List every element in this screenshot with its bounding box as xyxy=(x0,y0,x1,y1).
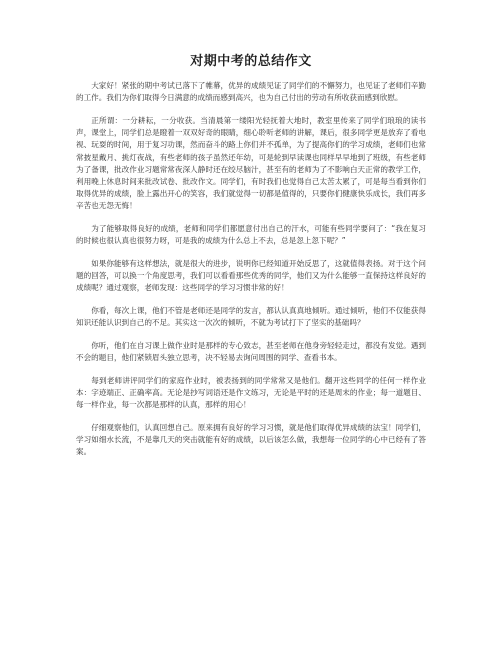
paragraph-question: 为了能够取得良好的成绩，老师和同学们都愿意付出自己的汗水，可能有些同学要问了：“我在复习的时候也很认真也很努力呀，可是我的成绩为什么总上不去，总是忽上忽下呢？” xyxy=(76,224,426,246)
paragraph-listening: 你看，每次上课，他们不管是老师还是同学的发言，都认认真真地倾听。通过倾听，他们不仅能获得知识还能认识到自己的不足。其实这一次次的倾听，不就为考试打下了坚实的基础吗？ xyxy=(76,306,426,328)
paragraph-self-study: 你听，他们在自习课上做作业时是那样的专心致志，甚至老师在他身旁轻轻走过，都没有发觉。遇到不会的题目，他们紧锁眉头独立思考，决不轻易去询问周围的同学、查看书本。 xyxy=(76,340,426,363)
paragraph-homework: 每到老师讲评同学们的家庭作业时，被表扬到的同学常常又是他们。翻开这些同学的任何一样作业本：字迹端正、正确率高。无论是抄写词语还是作文练习，无论是平时的还是周末的作业；每一道题目、每一样作业，每一次都是那样的认真，那样的用心！ xyxy=(76,375,426,410)
paragraph-effort: 正所谓：一分耕耘，一分收获。当清晨第一缕阳光轻抚着大地时，教室里传来了同学们琅琅的读书声，课堂上，同学们总是瞪着一双双好奇的眼睛，细心聆听老师的讲解，课后，很多同学更是放弃了看电视、玩耍的时间，用于复习功课，然而奋斗的路上你们并不孤单，为了提高你们的学习成绩，老师们也常常披星戴月、挑灯夜战，有些老师的孩子虽然还年幼，可是轮到早读课也同样早早地到了班级，有些老师为了备课，批改作业习题常常夜深人静时还在绞尽脑汁，甚至有的老师为了不影响白天正常的教学工作，利用晚上休息时间来批改试卷、批改作文。同学们，有时我们也觉得自己太苦太累了，可是每当看到你们取得优异的成绩，脸上露出开心的笑容，我们就觉得一切都是值得的，只要你们健康快乐成长，我们再多辛苦也无怨无悔！ xyxy=(76,115,426,211)
document-title: 对期中考的总结作文 xyxy=(190,54,312,69)
paragraph-conclusion: 仔细观察他们，认真回想自己。原来拥有良好的学习习惯，就是他们取得优异成绩的法宝！同学们，学习如细水长流，不是靠几天的突击就能有好的成绩，以后该怎么做，我想每一位同学的心中已经有了答案。 xyxy=(76,422,426,457)
paragraph-greeting: 大家好！紧张的期中考试已落下了帷幕，优异的成绩见证了同学们的不懈努力，也见证了老师们辛勤的工作。我们为你们取得今日满意的成绩而感到高兴，也为自己付出的劳动有所收获而感到欣慰。 xyxy=(76,81,426,103)
paragraph-reflection: 如果你能够有这样想法，就是很大的进步，说明你已经知道开始反思了，这就值得表扬。对于这个问题的回答，可以换一个角度思考，我们可以看看那些优秀的同学，他们又为什么能够一直保持这样良好的成绩呢？通过观察，老师发现：这些同学的学习习惯非常的好！ xyxy=(76,258,426,293)
